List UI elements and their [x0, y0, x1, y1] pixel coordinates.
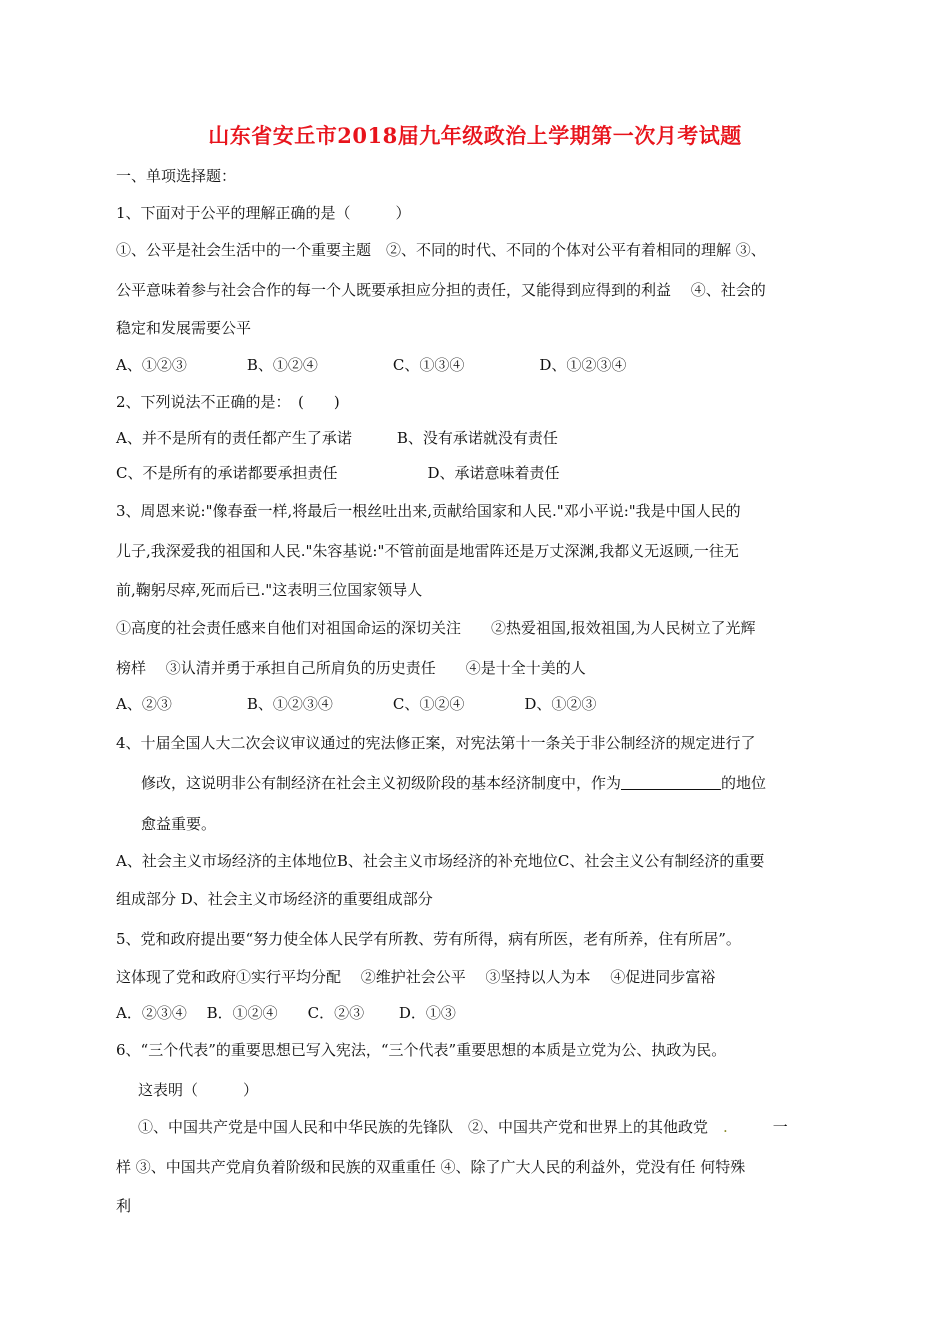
question-4-options-line-2: 组成部分 D、社会主义市场经济的重要组成部分 [116, 890, 433, 908]
question-2-stem: 2、下列说法不正确的是： ( ) [116, 393, 340, 411]
question-4-text-line-2 [141, 773, 766, 793]
question-1-options: A、①②③ B、①②④ C、①③④ D、①②③④ [116, 356, 627, 374]
question-6-text-line-3 [138, 1117, 788, 1137]
question-5-text-line-1: 5、党和政府提出要“努力使全体人民学有所教、劳有所得，病有所医，老有所养，住有所居”。 [116, 930, 741, 948]
question-4-options-line-1: A、社会主义市场经济的主体地位B、社会主义市场经济的补充地位C、社会主义公有制经济的重要 [116, 852, 765, 870]
answer-blank [621, 775, 721, 790]
question-4-text-line-3: 愈益重要。 [141, 815, 217, 833]
page-title: 山东省安丘市2018届九年级政治上学期第一次月考试题 [208, 123, 742, 148]
question-3-text-line-5: 榜样 ③认清并勇于承担自己所肩负的历史责任 ④是十全十美的人 [116, 659, 586, 677]
question-1-text-line-2: 公平意味着参与社会合作的每一个人既要承担应分担的责任，又能得到应得到的利益 ④、社会的 [116, 281, 766, 299]
question-4-text-line-2-start: 修改，这说明非公有制经济在社会主义初级阶段的基本经济制度中，作为 [141, 774, 622, 792]
question-3-text-line-2: 儿子,我深爱我的祖国和人民."朱容基说:"不管前面是地雷阵还是万丈深渊,我都义无返顾,一往无 [116, 542, 739, 560]
question-1-text-line-1: ①、公平是社会生活中的一个重要主题 ②、不同的时代、不同的个体对公平有着相同的理解 ③、 [116, 241, 766, 259]
question-6-text-line-4: 样 ③、中国共产党肩负着阶级和民族的双重重任 ④、除了广大人民的利益外，党没有任 何特殊 [116, 1158, 746, 1176]
question-6-text-line-1: 6、“三个代表”的重要思想已写入宪法，“三个代表”重要思想的本质是立党为公、执政为民。 [116, 1041, 727, 1059]
question-3-text-line-1: 3、周恩来说:"像春蚕一样,将最后一根丝吐出来,贡献给国家和人民."邓小平说:"我是中国人民的 [116, 502, 741, 520]
question-3-text-line-3: 前,鞠躬尽瘁,死而后已."这表明三位国家领导人 [116, 581, 423, 599]
question-6-text-line-2: 这表明（ ） [138, 1081, 259, 1099]
section-heading: 一、单项选择题： [116, 167, 237, 185]
question-3-text-line-4: ①高度的社会责任感来自他们对祖国命运的深切关注 ②热爱祖国,报效祖国,为人民树立了光辉 [116, 619, 756, 637]
question-6-text-line-3-start: ①、中国共产党是中国人民和中华民族的先锋队 ②、中国共产党和世界上的其他政党 [138, 1118, 709, 1136]
question-5-options: A．②③④ B．①②④ C．②③ D．①③ [116, 1004, 456, 1022]
question-1-stem: 1、下面对于公平的理解正确的是（ ） [116, 204, 411, 222]
question-4-text-line-1: 4、十届全国人大二次会议审议通过的宪法修正案，对宪法第十一条关于非公制经济的规定进行了 [116, 734, 756, 752]
question-6-text-line-3-end: 一 [772, 1118, 788, 1136]
stray-dot-mark: . [708, 1118, 773, 1136]
question-3-options: A、②③ B、①②③④ C、①②④ D、①②③ [116, 695, 597, 713]
question-2-options-ab: A、并不是所有的责任都产生了承诺 B、没有承诺就没有责任 [116, 429, 558, 447]
question-4-text-line-2-end: 的地位 [721, 774, 767, 792]
question-2-options-cd: C、不是所有的承诺都要承担责任 D、承诺意味着责任 [116, 464, 560, 482]
question-5-text-line-2: 这体现了党和政府①实行平均分配 ②维护社会公平 ③坚持以人为本 ④促进同步富裕 [116, 968, 716, 986]
question-1-text-line-3: 稳定和发展需要公平 [116, 319, 252, 337]
question-6-text-line-5: 利 [116, 1197, 132, 1215]
